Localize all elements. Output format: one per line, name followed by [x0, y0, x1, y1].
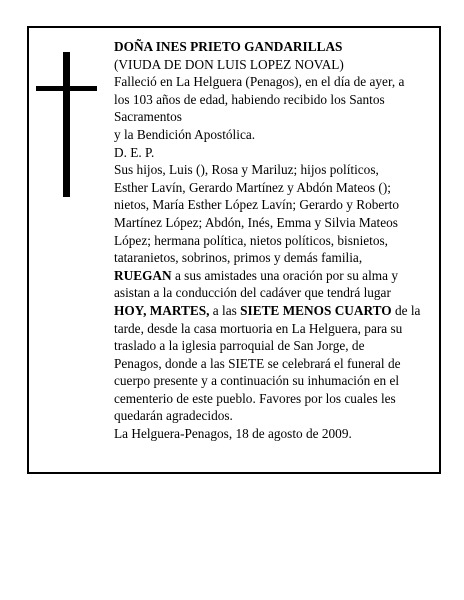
widow-of: (VIUDA DE DON LUIS LOPEZ NOVAL) [114, 56, 344, 72]
death-line: los 103 años de edad, habiendo recibido los Santos [114, 91, 385, 107]
ceremony-line: asistan a la conducción del cadáver que tendrá lugar [114, 285, 391, 301]
ceremony-line: tarde, desde la casa mortuoria en La Helguera, para su [114, 320, 403, 336]
ceremony-time: SIETE MENOS CUARTO [240, 302, 392, 318]
ruegan-line [114, 267, 424, 285]
family-line: Esther Lavín, Gerardo Martínez y Abdón Mateos (); [114, 179, 391, 195]
ceremony-time-line [114, 302, 424, 320]
place-date: La Helguera-Penagos, 18 de agosto de 2009. [114, 426, 352, 442]
deceased-name: DOÑA INES PRIETO GANDARILLAS [114, 39, 343, 54]
cross-icon-bar [36, 86, 97, 91]
ceremony-line: cuerpo presente y a continuación su inhumación en el [114, 373, 400, 389]
ruegan-rest: a sus amistades una oración por su alma y [171, 267, 398, 283]
hoy-martes: HOY, MARTES, [114, 302, 210, 318]
death-line: y la Bendición Apostólica. [114, 126, 256, 142]
death-line: Sacramentos [114, 109, 182, 125]
ceremony-line: Penagos, donde a las SIETE se celebrará el funeral de [114, 355, 401, 371]
family-line: Martínez López; Abdón, Inés, Emma y Silvia Mateos [114, 214, 398, 230]
rip-text: D. E. P. [114, 144, 155, 160]
family-line: tataranietos, sobrinos, primos y demás familia, [114, 250, 363, 266]
ceremony-line: cementerio de este pueblo. Favores por los cuales les [114, 390, 396, 406]
ruegan-word: RUEGAN [114, 267, 172, 283]
de-la: de la [391, 302, 421, 318]
family-line: nietos, María Esther López Lavín; Gerardo y Roberto [114, 197, 400, 213]
a-las: a las [209, 302, 241, 318]
obituary-text [114, 38, 424, 443]
ceremony-line: quedarán agradecidos. [114, 408, 233, 424]
ceremony-line: traslado a la iglesia parroquial de San Jorge, de [114, 338, 365, 354]
family-line: Sus hijos, Luis (), Rosa y Mariluz; hijos políticos, [114, 162, 379, 178]
death-line: Falleció en La Helguera (Penagos), en el día de ayer, a [114, 74, 405, 90]
cross-icon [63, 52, 70, 197]
family-line: López; hermana política, nietos políticos, bisnietos, [114, 232, 389, 248]
